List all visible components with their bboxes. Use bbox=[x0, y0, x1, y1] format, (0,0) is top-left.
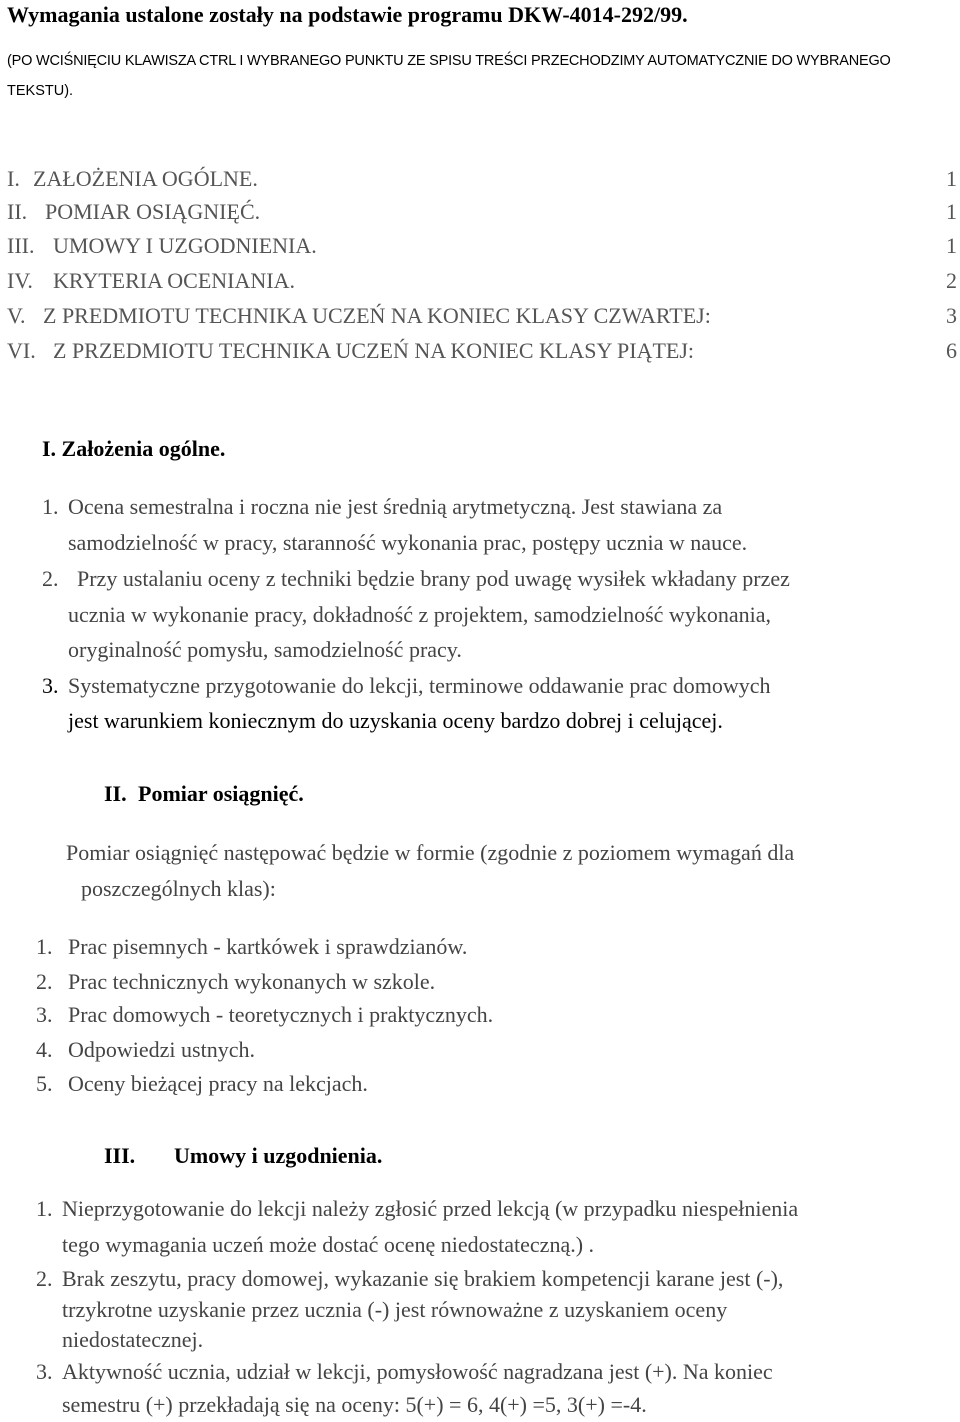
toc-number: I. bbox=[7, 166, 20, 191]
list-item: Odpowiedzi ustnych. bbox=[68, 1037, 255, 1062]
paragraph-line: trzykrotne uzyskanie przez ucznia (-) jest równoważne z uzyskaniem oceny bbox=[62, 1297, 728, 1322]
toc-entry[interactable] bbox=[7, 268, 960, 298]
toc-page: 2 bbox=[946, 268, 957, 293]
toc-entry[interactable] bbox=[7, 166, 960, 196]
list-item-number: 2. bbox=[36, 1266, 53, 1291]
paragraph-line: Systematyczne przygotowanie do lekcji, terminowe oddawanie prac domowych bbox=[68, 673, 771, 698]
list-item: Prac technicznych wykonanych w szkole. bbox=[68, 969, 436, 994]
paragraph-line: tego wymagania uczeń może dostać ocenę niedostateczną.) . bbox=[62, 1232, 595, 1257]
toc-text: Z PRZEDMIOTU TECHNIKA UCZEŃ NA KONIEC KLASY PIĄTEJ: bbox=[53, 338, 695, 363]
toc-number: III. bbox=[7, 233, 35, 258]
requirements-title: Wymagania ustalone zostały na podstawie programu DKW-4014-292/99. bbox=[7, 2, 688, 27]
toc-text: KRYTERIA OCENIANIA. bbox=[53, 268, 295, 293]
list-item-number: 4. bbox=[36, 1037, 53, 1062]
list-item: Prac pisemnych - kartkówek i sprawdzianów. bbox=[68, 934, 468, 959]
paragraph-line: samodzielność w pracy, staranność wykonania prac, postępy ucznia w nauce. bbox=[68, 530, 748, 555]
toc-page: 1 bbox=[946, 199, 957, 224]
toc-entry[interactable] bbox=[7, 233, 960, 263]
paragraph-line: Przy ustalaniu oceny z techniki będzie brany pod uwagę wysiłek wkładany przez bbox=[77, 566, 790, 591]
list-item-number: 1. bbox=[36, 1196, 53, 1221]
toc-number: V. bbox=[7, 303, 26, 328]
list-item: Prac domowych - teoretycznych i praktycznych. bbox=[68, 1002, 494, 1027]
list-item-number: 2. bbox=[36, 969, 53, 994]
toc-page: 3 bbox=[946, 303, 957, 328]
toc-entry[interactable] bbox=[7, 199, 960, 229]
toc-number: VI. bbox=[7, 338, 36, 363]
paragraph-line: Aktywność ucznia, udział w lekcji, pomysłowość nagradzana jest (+). Na koniec bbox=[62, 1359, 773, 1384]
toc-page: 1 bbox=[946, 233, 957, 258]
toc-text: UMOWY I UZGODNIENIA. bbox=[53, 233, 317, 258]
toc-number: IV. bbox=[7, 268, 33, 293]
list-item-number: 3. bbox=[42, 673, 59, 698]
toc-number: II. bbox=[7, 199, 28, 224]
instruction-note-line2: TEKSTU). bbox=[7, 83, 74, 99]
list-item-number: 3. bbox=[36, 1002, 53, 1027]
paragraph-line: ucznia w wykonanie pracy, dokładność z projektem, samodzielność wykonania, bbox=[68, 602, 771, 627]
list-item-number: 1. bbox=[42, 494, 59, 519]
instruction-note-line1: (PO WCIŚNIĘCIU KLAWISZA CTRL I WYBRANEGO PUNKTU ZE SPISU TREŚCI PRZECHODZIMY AUTOMATYCZNIE DO WYBRANEGO bbox=[7, 53, 891, 69]
toc-page: 1 bbox=[946, 166, 957, 191]
toc-text: POMIAR OSIĄGNIĘĆ. bbox=[45, 199, 261, 224]
list-item: Oceny bieżącej pracy na lekcjach. bbox=[68, 1071, 368, 1096]
paragraph-line: niedostatecznej. bbox=[62, 1327, 204, 1352]
list-item-number: 2. bbox=[42, 566, 59, 591]
toc-entry[interactable] bbox=[7, 303, 960, 333]
list-item-number: 1. bbox=[36, 934, 53, 959]
toc-text: ZAŁOŻENIA OGÓLNE. bbox=[33, 166, 258, 191]
paragraph-line: Ocena semestralna i roczna nie jest średnią arytmetyczną. Jest stawiana za bbox=[68, 494, 723, 519]
toc-entry[interactable] bbox=[7, 338, 960, 368]
toc-page: 6 bbox=[946, 338, 957, 363]
paragraph-line: Pomiar osiągnięć następować będzie w formie (zgodnie z poziomem wymagań dla bbox=[66, 840, 795, 865]
list-item-number: 5. bbox=[36, 1071, 53, 1096]
section-heading: I. Założenia ogólne. bbox=[42, 436, 226, 461]
section-number: II. bbox=[104, 781, 127, 806]
list-item-number: 3. bbox=[36, 1359, 53, 1384]
paragraph-line: jest warunkiem koniecznym do uzyskania oceny bardzo dobrej i celującej. bbox=[68, 708, 723, 733]
section-heading: Umowy i uzgodnienia. bbox=[174, 1143, 383, 1168]
paragraph-line: Brak zeszytu, pracy domowej, wykazanie się brakiem kompetencji karane jest (-), bbox=[62, 1266, 784, 1291]
section-number: III. bbox=[104, 1143, 136, 1168]
paragraph-line: Nieprzygotowanie do lekcji należy zgłosić przed lekcją (w przypadku niespełnienia bbox=[62, 1196, 799, 1221]
paragraph-line: oryginalność pomysłu, samodzielność pracy. bbox=[68, 637, 462, 662]
toc-text: Z PREDMIOTU TECHNIKA UCZEŃ NA KONIEC KLASY CZWARTEJ: bbox=[43, 303, 711, 328]
paragraph-line: poszczególnych klas): bbox=[81, 876, 276, 901]
paragraph-line: semestru (+) przekładają się na oceny: 5(+) = 6, 4(+) =5, 3(+) =-4. bbox=[62, 1392, 647, 1417]
section-heading: Pomiar osiągnięć. bbox=[138, 781, 304, 806]
